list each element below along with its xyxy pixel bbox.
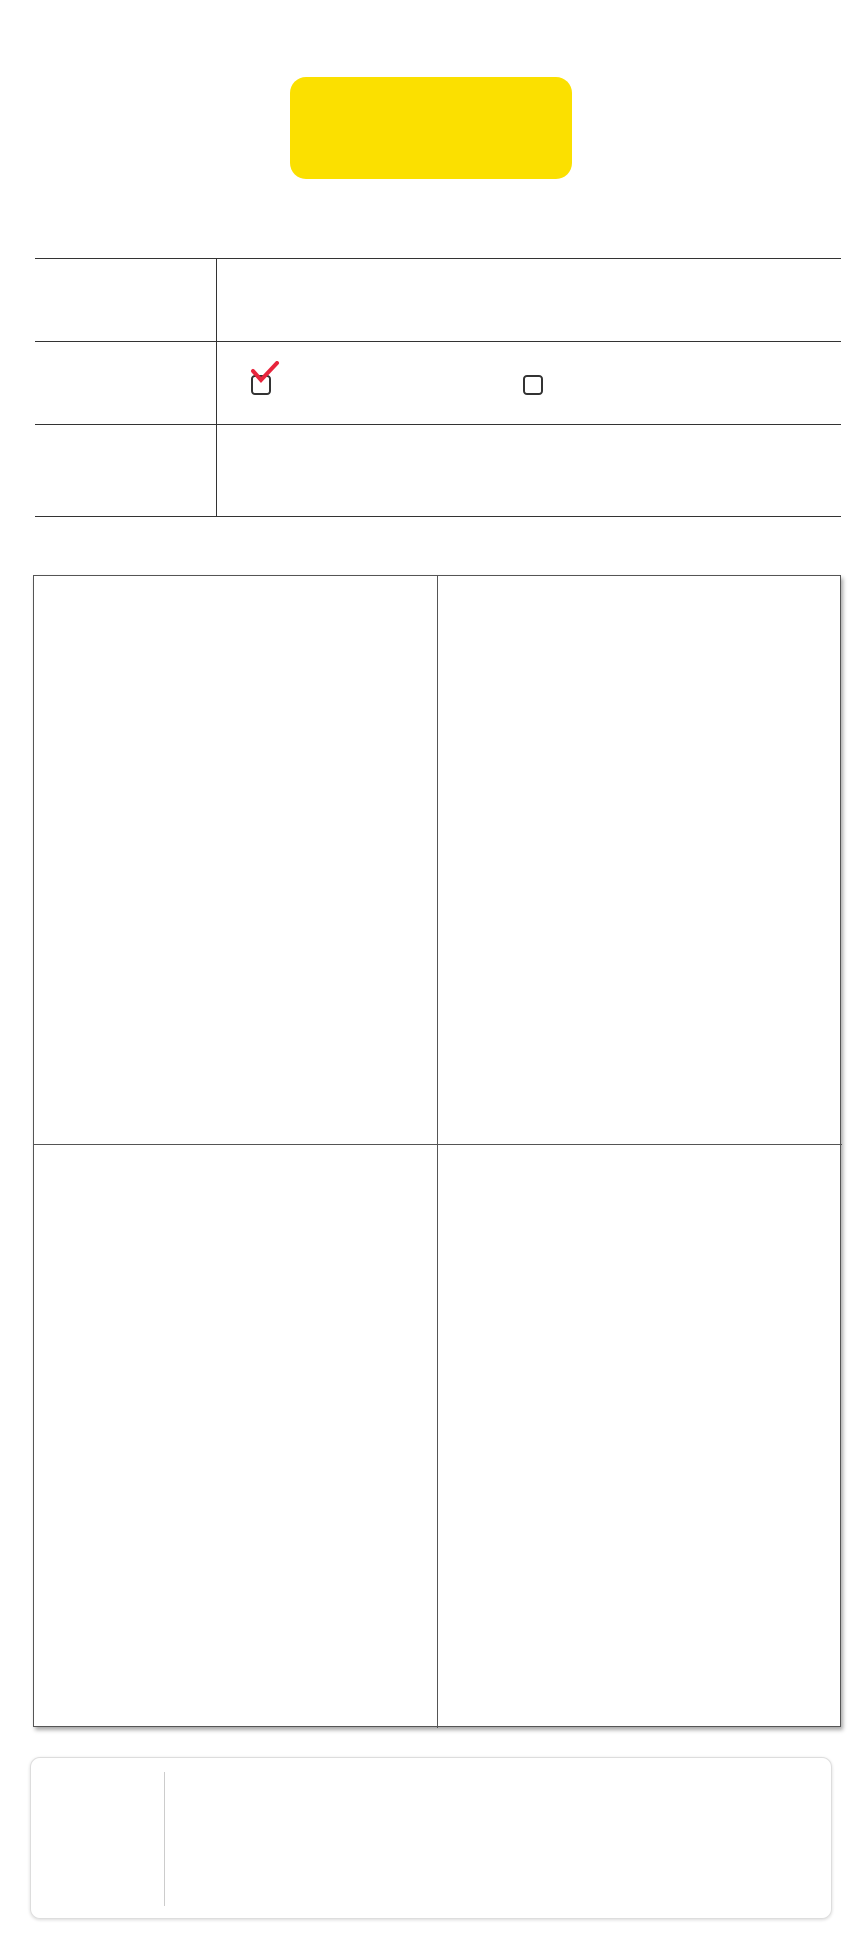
font-box-divider xyxy=(164,1772,165,1906)
product-code-badge xyxy=(290,77,572,179)
sticker-sheet xyxy=(33,575,841,1727)
spec-row-size xyxy=(35,342,841,425)
sheet-divider-vertical xyxy=(437,576,438,1728)
spec-table xyxy=(35,258,841,517)
check-mark-icon xyxy=(250,361,280,385)
top-ruler xyxy=(33,548,841,575)
font-style-box xyxy=(30,1757,832,1919)
spec-row-material xyxy=(35,425,841,517)
sheet-divider-horizontal xyxy=(34,1144,842,1145)
count-label xyxy=(35,259,217,341)
material-label xyxy=(35,425,217,516)
spec-row-count xyxy=(35,259,841,342)
left-ruler xyxy=(0,575,33,1727)
a3-checkbox[interactable] xyxy=(251,375,271,395)
a4-checkbox[interactable] xyxy=(523,375,543,395)
size-label xyxy=(35,342,217,424)
